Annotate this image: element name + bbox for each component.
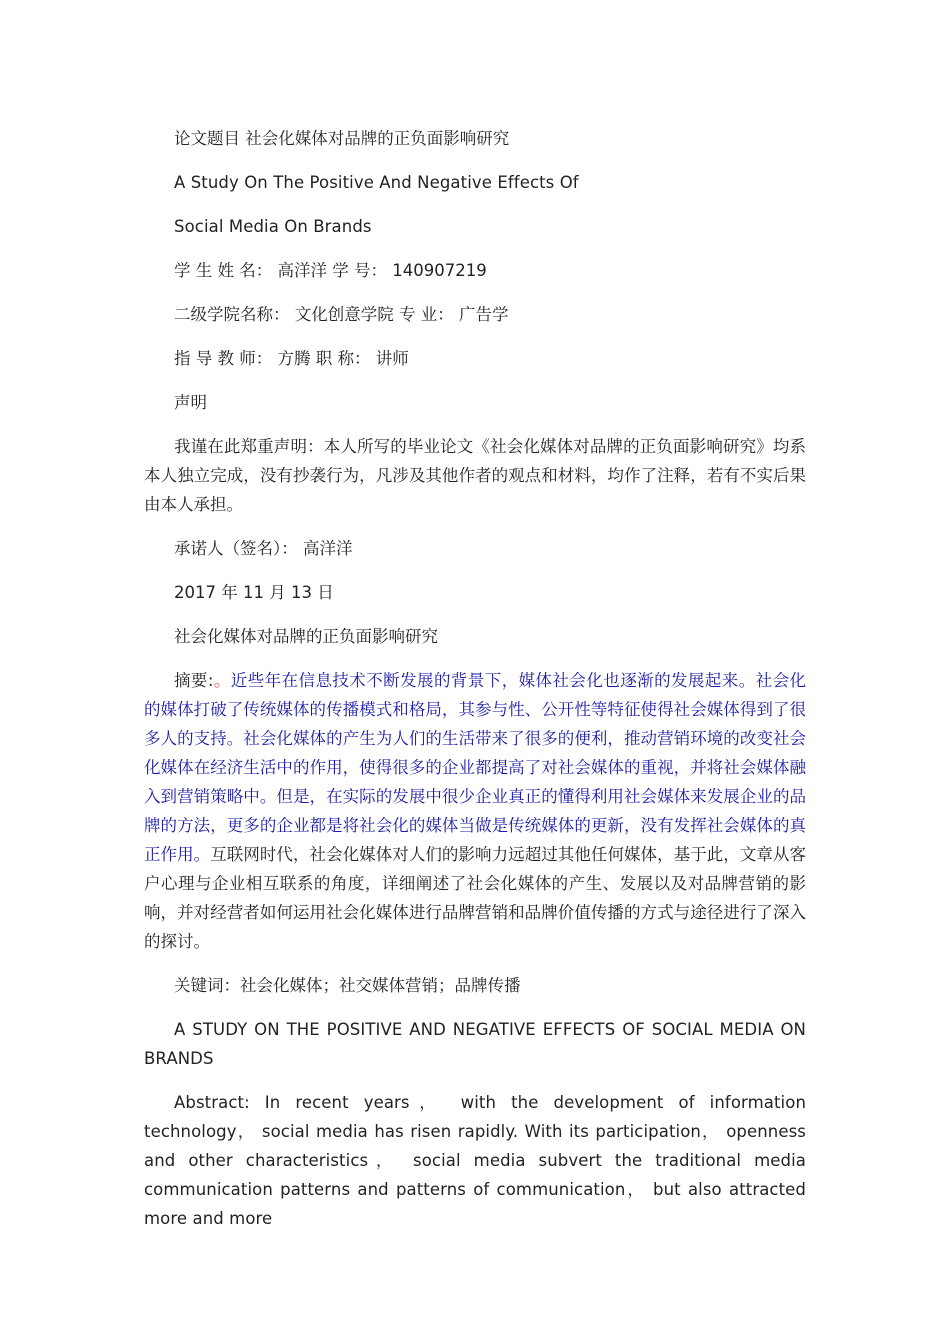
student-name: 高洋洋 bbox=[277, 261, 327, 280]
statement-heading: 声明 bbox=[174, 393, 207, 412]
keywords-line: 关键词：社会化媒体；社交媒体营销；品牌传播 bbox=[174, 976, 521, 995]
signature-line bbox=[144, 534, 806, 563]
student-id-label: 学 号： bbox=[332, 261, 387, 280]
document-page bbox=[144, 124, 806, 1248]
major-label: 专 业： bbox=[399, 305, 454, 324]
student-info-line bbox=[144, 256, 806, 285]
college-info-line bbox=[144, 300, 806, 329]
abstract-highlighted-text: 近些年在信息技术不断发展的背景下，媒体社会化也逐渐的发展起来。社会化的媒体打破了传统媒体的传播模式和格局，其参与性、公开性等特征使得社会媒体得到了很多人的支持。社会化媒体的产生为人们的生活带来了很多的便利，推动营销环境的改变社会化媒体在经济生活中的作用，使得很多的企业都提高了对社会媒体的重视，并将社会媒体融入到营销策略中。但是，在实际的发展中很少企业真正的懂得利用社会媒体来发展企业的品牌的方法，更多的企业都是将社会化的媒体当做是传统媒体的更新，没有发挥社会媒体的真正作用。 bbox=[144, 671, 807, 864]
thesis-title-en-line-1: A Study On The Positive And Negative Effects Of bbox=[174, 173, 579, 192]
advisor-name: 方腾 bbox=[277, 349, 311, 368]
student-name-label: 学 生 姓 名： bbox=[174, 261, 273, 280]
college-label: 二级学院名称： bbox=[174, 305, 290, 324]
statement-body: 我谨在此郑重声明：本人所写的毕业论文《社会化媒体对品牌的正负面影响研究》均系本人独立完成，没有抄袭行为，凡涉及其他作者的观点和材料，均作了注释，若有不实后果由本人承担。 bbox=[144, 437, 806, 514]
student-id: 140907219 bbox=[392, 261, 487, 280]
abstract-label: 摘要: bbox=[174, 671, 214, 690]
abstract-en: Abstract: In recent years， with the development of information technology， social media has risen rapidly. With its participation， openness and other characteristics， social media subvert the traditional media communication patterns and patterns of communication， but also attracted more and more bbox=[144, 1093, 806, 1228]
signer-label: 承诺人（签名）： bbox=[174, 539, 298, 558]
major-name: 广告学 bbox=[459, 305, 509, 324]
statement-date: 2017 年 11 月 13 日 bbox=[174, 583, 334, 602]
thesis-title-en-line-2: Social Media On Brands bbox=[174, 217, 372, 236]
thesis-title-cn: 论文题目 社会化媒体对品牌的正负面影响研究 bbox=[174, 129, 510, 148]
advisor-rank: 讲师 bbox=[375, 349, 409, 368]
advisor-rank-label: 职 称： bbox=[315, 349, 371, 368]
signer-name: 高洋洋 bbox=[303, 539, 353, 558]
english-title-caps: A STUDY ON THE POSITIVE AND NEGATIVE EFFECTS OF SOCIAL MEDIA ON BRANDS bbox=[144, 1020, 806, 1068]
advisor-info-line bbox=[144, 344, 806, 373]
advisor-label: 指 导 教 师： bbox=[174, 349, 273, 368]
college-name: 文化创意学院 bbox=[294, 305, 394, 324]
paper-title: 社会化媒体对品牌的正负面影响研究 bbox=[174, 627, 438, 646]
abstract-plain-text: 互联网时代，社会化媒体对人们的影响力远超过其他任何媒体，基于此，文章从客户心理与企业相互联系的角度，详细阐述了社会化媒体的产生、发展以及对品牌营销的影响，并对经营者如何运用社会化媒体进行品牌营销和品牌价值传播的方式与途径进行了深入的探讨。 bbox=[144, 845, 807, 951]
abstract-red-mark: 。 bbox=[213, 671, 231, 690]
abstract-cn bbox=[144, 666, 806, 956]
